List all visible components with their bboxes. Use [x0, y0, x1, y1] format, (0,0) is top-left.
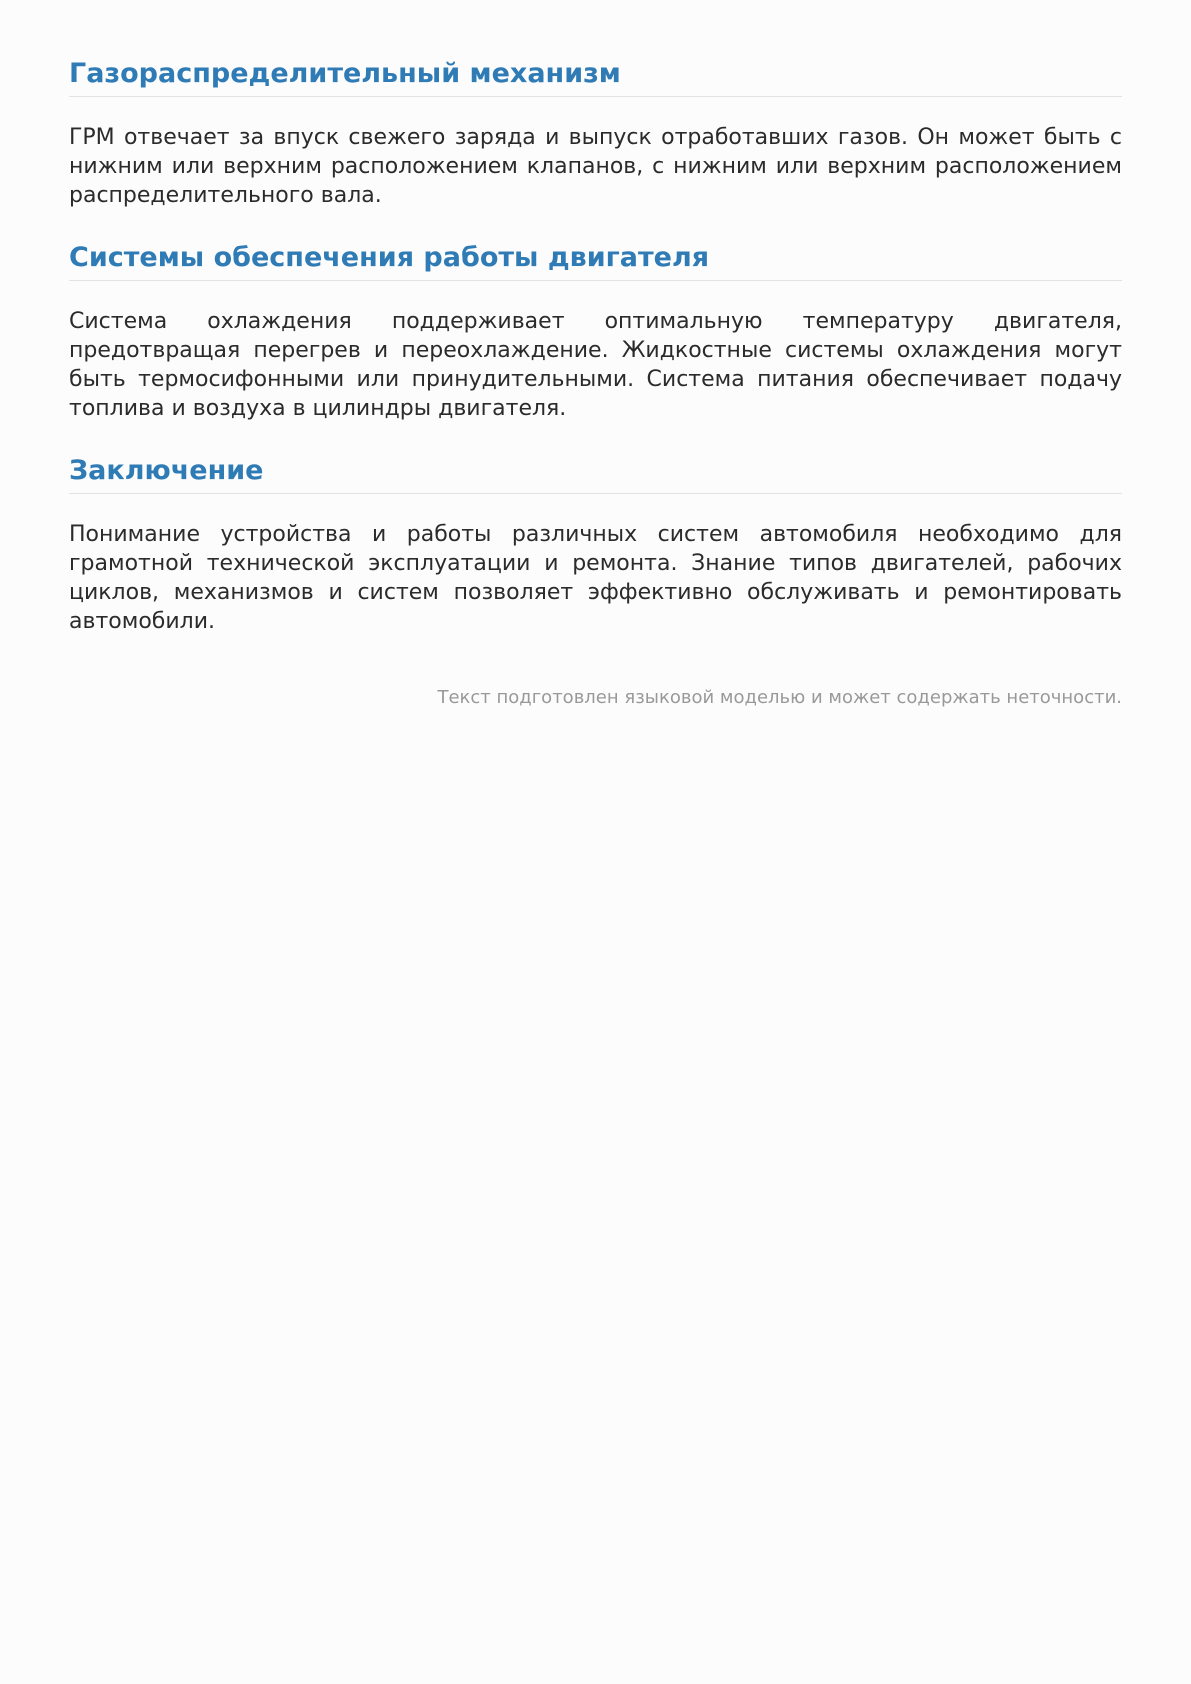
section-timing-mechanism — [69, 56, 1122, 210]
section-engine-systems — [69, 240, 1122, 423]
section-conclusion — [69, 453, 1122, 636]
section-paragraph: Понимание устройства и работы различных систем автомобиля необходимо для грамотной технической эксплуатации и ремонта. Знание типов двигателей, рабочих циклов, механизмов и систем позволяет эффективно обслуживать и ремонтировать автомобили. — [69, 522, 1122, 634]
section-paragraph: ГРМ отвечает за впуск свежего заряда и выпуск отработавших газов. Он может быть с нижним или верхним расположением клапанов, с нижним или верхним расположением распределительного вала. — [69, 125, 1122, 208]
section-heading: Заключение — [69, 453, 1122, 494]
section-paragraph: Система охлаждения поддерживает оптимальную температуру двигателя, предотвращая перегрев и переохлаждение. Жидкостные системы охлаждения могут быть термосифонными или принудительными. Система питания обеспечивает подачу топлива и воздуха в цилиндры двигателя. — [69, 309, 1122, 421]
section-heading: Газораспределительный механизм — [69, 56, 1122, 97]
ai-disclaimer-note: Текст подготовлен языковой моделью и может содержать неточности. — [437, 687, 1122, 708]
section-heading: Системы обеспечения работы двигателя — [69, 240, 1122, 281]
